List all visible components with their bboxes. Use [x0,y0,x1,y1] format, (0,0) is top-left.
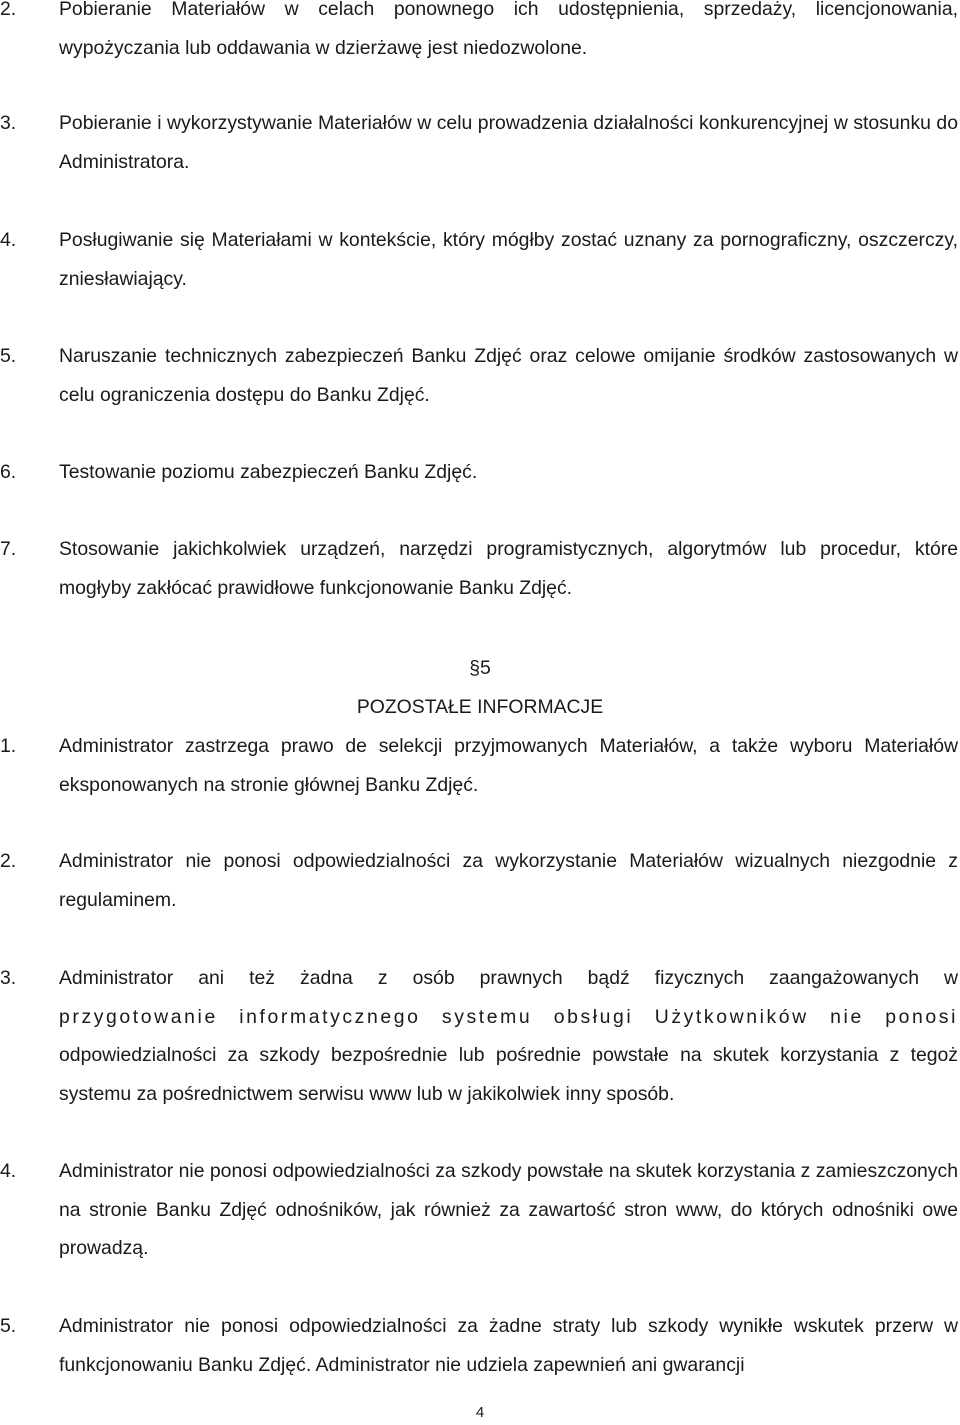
section-paragraph-mark: §5 [469,657,491,679]
item-text: Pobieranie Materiałów w celach ponownego ich udostępnienia, sprzedaży, licencjonowania, wypożyczania lub oddawania w dzierżawę jest niedozwolone. [59,0,958,59]
item-number: 4. [0,229,17,251]
item-number: 3. [0,112,17,134]
list-item-a-6 [0,453,958,492]
list-item-a-4 [0,221,958,298]
page-number: 4 [475,1404,485,1421]
item-text-line-2: przygotowanie informatycznego systemu obsługi Użytkowników nie ponosi [59,1005,958,1028]
item-text: Administrator zastrzega prawo de selekcji przyjmowanych Materiałów, a także wyboru Materiałów eksponowanych na stronie głównej Banku Zdjęć. [59,735,958,796]
item-text: Pobieranie i wykorzystywanie Materiałów w celu prowadzenia działalności konkurencyjnej w stosunku do Administratora. [59,112,958,173]
item-text-line-1: Administrator ani też żadna z osób prawnych bądź fizycznych zaangażowanych w [59,967,958,989]
item-number: 5. [0,345,17,367]
list-item-b-4 [0,1152,958,1268]
section-title: POZOSTAŁE INFORMACJE [356,696,604,718]
item-number: 5. [0,1315,17,1337]
item-text: Administrator nie ponosi odpowiedzialności za szkody powstałe na skutek korzystania z zamieszczonych na stronie Banku Zdjęć odnośników, jak również za zawartość stron www, do których odnośniki owe prowadzą. [59,1160,958,1260]
list-item-a-3 [0,104,958,181]
item-number: 6. [0,461,17,483]
item-number: 2. [0,850,17,872]
list-item-b-5 [0,1307,958,1384]
item-number: 3. [0,967,17,989]
list-item-b-2 [0,842,958,919]
list-item-a-5 [0,337,958,414]
list-item-b-3 [0,959,958,1113]
item-number: 1. [0,735,17,757]
item-text: Stosowanie jakichkolwiek urządzeń, narzędzi programistycznych, algorytmów lub procedur, które mogłyby zakłócać prawidłowe funkcjonowanie Banku Zdjęć. [59,538,958,599]
item-text: Administrator nie ponosi odpowiedzialności za żadne straty lub szkody wynikłe wskutek przerw w funkcjonowaniu Banku Zdjęć. Administrator nie udziela zapewnień ani gwarancji [59,1315,958,1376]
item-text: Testowanie poziomu zabezpieczeń Banku Zdjęć. [59,461,478,483]
list-item-a-2 [0,0,958,67]
item-text: Naruszanie technicznych zabezpieczeń Banku Zdjęć oraz celowe omijanie środków zastosowanych w celu ograniczenia dostępu do Banku Zdjęć. [59,345,958,406]
item-number: 7. [0,538,17,560]
item-number: 4. [0,1160,17,1182]
item-number: 2. [0,0,17,20]
item-text: Administrator nie ponosi odpowiedzialności za wykorzystanie Materiałów wizualnych niezgodnie z regulaminem. [59,850,958,911]
item-text-line-3: odpowiedzialności za szkody bezpośrednie lub pośrednie powstałe na skutek korzystania z tegoż systemu za pośrednictwem serwisu www lub w jakikolwiek inny sposób. [59,1044,958,1105]
list-item-b-1 [0,727,958,804]
item-text: Posługiwanie się Materiałami w kontekście, który mógłby zostać uznany za pornograficzny, oszczerczy, zniesławiający. [59,229,958,290]
list-item-a-7 [0,530,958,607]
